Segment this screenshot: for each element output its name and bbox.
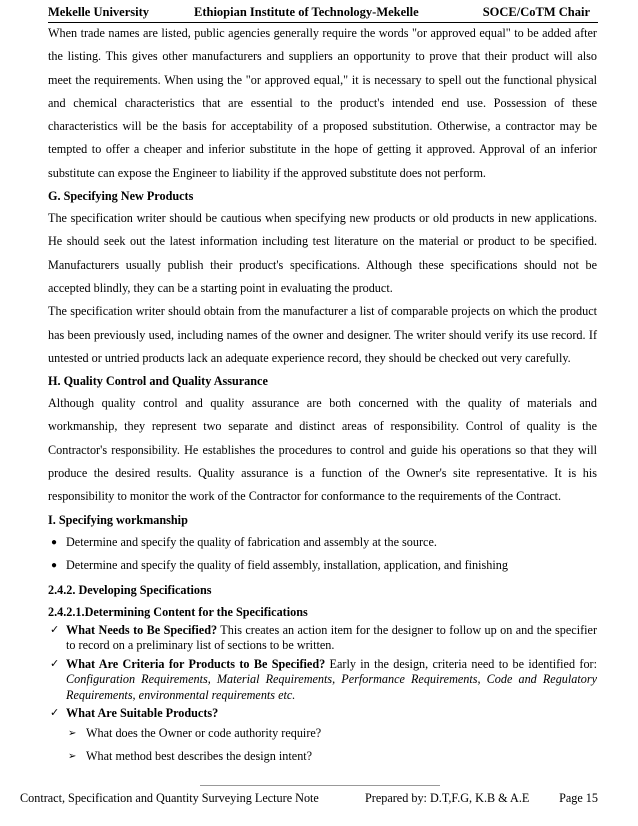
paragraph-new-products-1: The specification writer should be cautious when specifying new products or old products in new applications. He should seek out the latest information including test literature on the material or product to be specified. Manufacturers usually publish their product's specifications. Although these specifications should not be accepted blindly, they can be a starting point in evaluating the product. [48,211,597,295]
footer-divider [200,785,440,786]
bullet-icon: ● [51,536,58,548]
check-icon: ✓ [50,657,60,670]
bullet-icon: ● [51,559,58,571]
check-icon: ✓ [50,707,60,720]
list-item: ➢ What method best describes the design intent? [66,745,597,768]
page-body [48,22,597,768]
heading-specifying-new-products: G. Specifying New Products [48,189,194,204]
header-university: Mekelle University [48,5,150,19]
header-chair: SOCE/CoTM Chair [482,5,590,19]
suitable-products-sublist [66,722,597,768]
footer-course: Contract, Specification and Quantity Surveying Lecture Note [20,791,319,805]
paragraph-quality-control: Although quality control and quality assurance are both concerned with the quality of materials and workmanship, they represent two separate and distinct areas of responsibility. Control of quality is the Contractor's responsibility. He establishes the procedures to control and guide his operations so that they will produce the desired results. Quality assurance is a function of the Owner's site representative. It is his responsibility to monitor the work of the Contractor for conformance to the requirements of the Contract. [48,396,597,504]
list-item: ● Determine and specify the quality of field assembly, installation, application, and finishing [48,554,597,577]
arrow-icon: ➢ [68,727,77,739]
workmanship-list [48,531,597,577]
footer-authors: Prepared by: D.T,F.G, K.B & A.E [365,791,530,805]
arrow-icon: ➢ [68,750,77,762]
heading-developing-specifications: 2.4.2. Developing Specifications [48,582,212,597]
list-item: ✓ What Are Criteria for Products to Be Specified? Early in the design, criteria need to be identified for: Configuration Requirements, Material Requirements, Performance Requirements, Code and Regulatory Requirements, environmental requirements etc. [50,656,597,702]
paragraph-approved-equal: When trade names are listed, public agencies generally require the words "or approved equal" to be added after the listing. This gives other manufacturers and suppliers an opportunity to prove that their product will also meet the requirements. When using the "or approved equal," it is necessary to spell out the functional physical and chemical characteristics that are essential to the product's intended end use. Possession of these characteristics will be the basis for acceptability of a proposed substitution. Otherwise, a contractor may be tempted to offer a cheaper and inferior substitute in the hope of getting it approved. Approval of an inferior substitute can expose the Engineer to liability if the approved substitute does not perform. [48,26,597,180]
content-checklist [48,623,597,768]
heading-quality-control: H. Quality Control and Quality Assurance [48,374,268,389]
check-icon: ✓ [50,623,60,636]
list-item: ➢ What does the Owner or code authority require? [66,722,597,745]
page-number: Page 15 [559,791,598,805]
list-item: ● Determine and specify the quality of fabrication and assembly at the source. [48,531,597,554]
list-item: ✓ What Needs to Be Specified? This creates an action item for the designer to follow up on and the specifier to record on a preliminary list of sections to be written. [50,622,598,653]
page-header [48,2,598,23]
list-item: ✓ What Are Suitable Products? ➢ What does the Owner or code authority require? ➢ What method best describes the design intent? [48,706,597,768]
paragraph-new-products-2: The specification writer should obtain from the manufacturer a list of comparable projects on which the product has been previously used, including names of the owner and designer. The writer should verify its use record. If untested or untried products lack an adequate experience record, they should be checked out very carefully. [48,304,597,365]
heading-determining-content: 2.4.2.1.Determining Content for the Specifications [48,604,308,619]
header-institute: Ethiopian Institute of Technology-Mekelle [194,5,419,19]
page-footer [20,785,598,811]
heading-specifying-workmanship: I. Specifying workmanship [48,512,188,527]
